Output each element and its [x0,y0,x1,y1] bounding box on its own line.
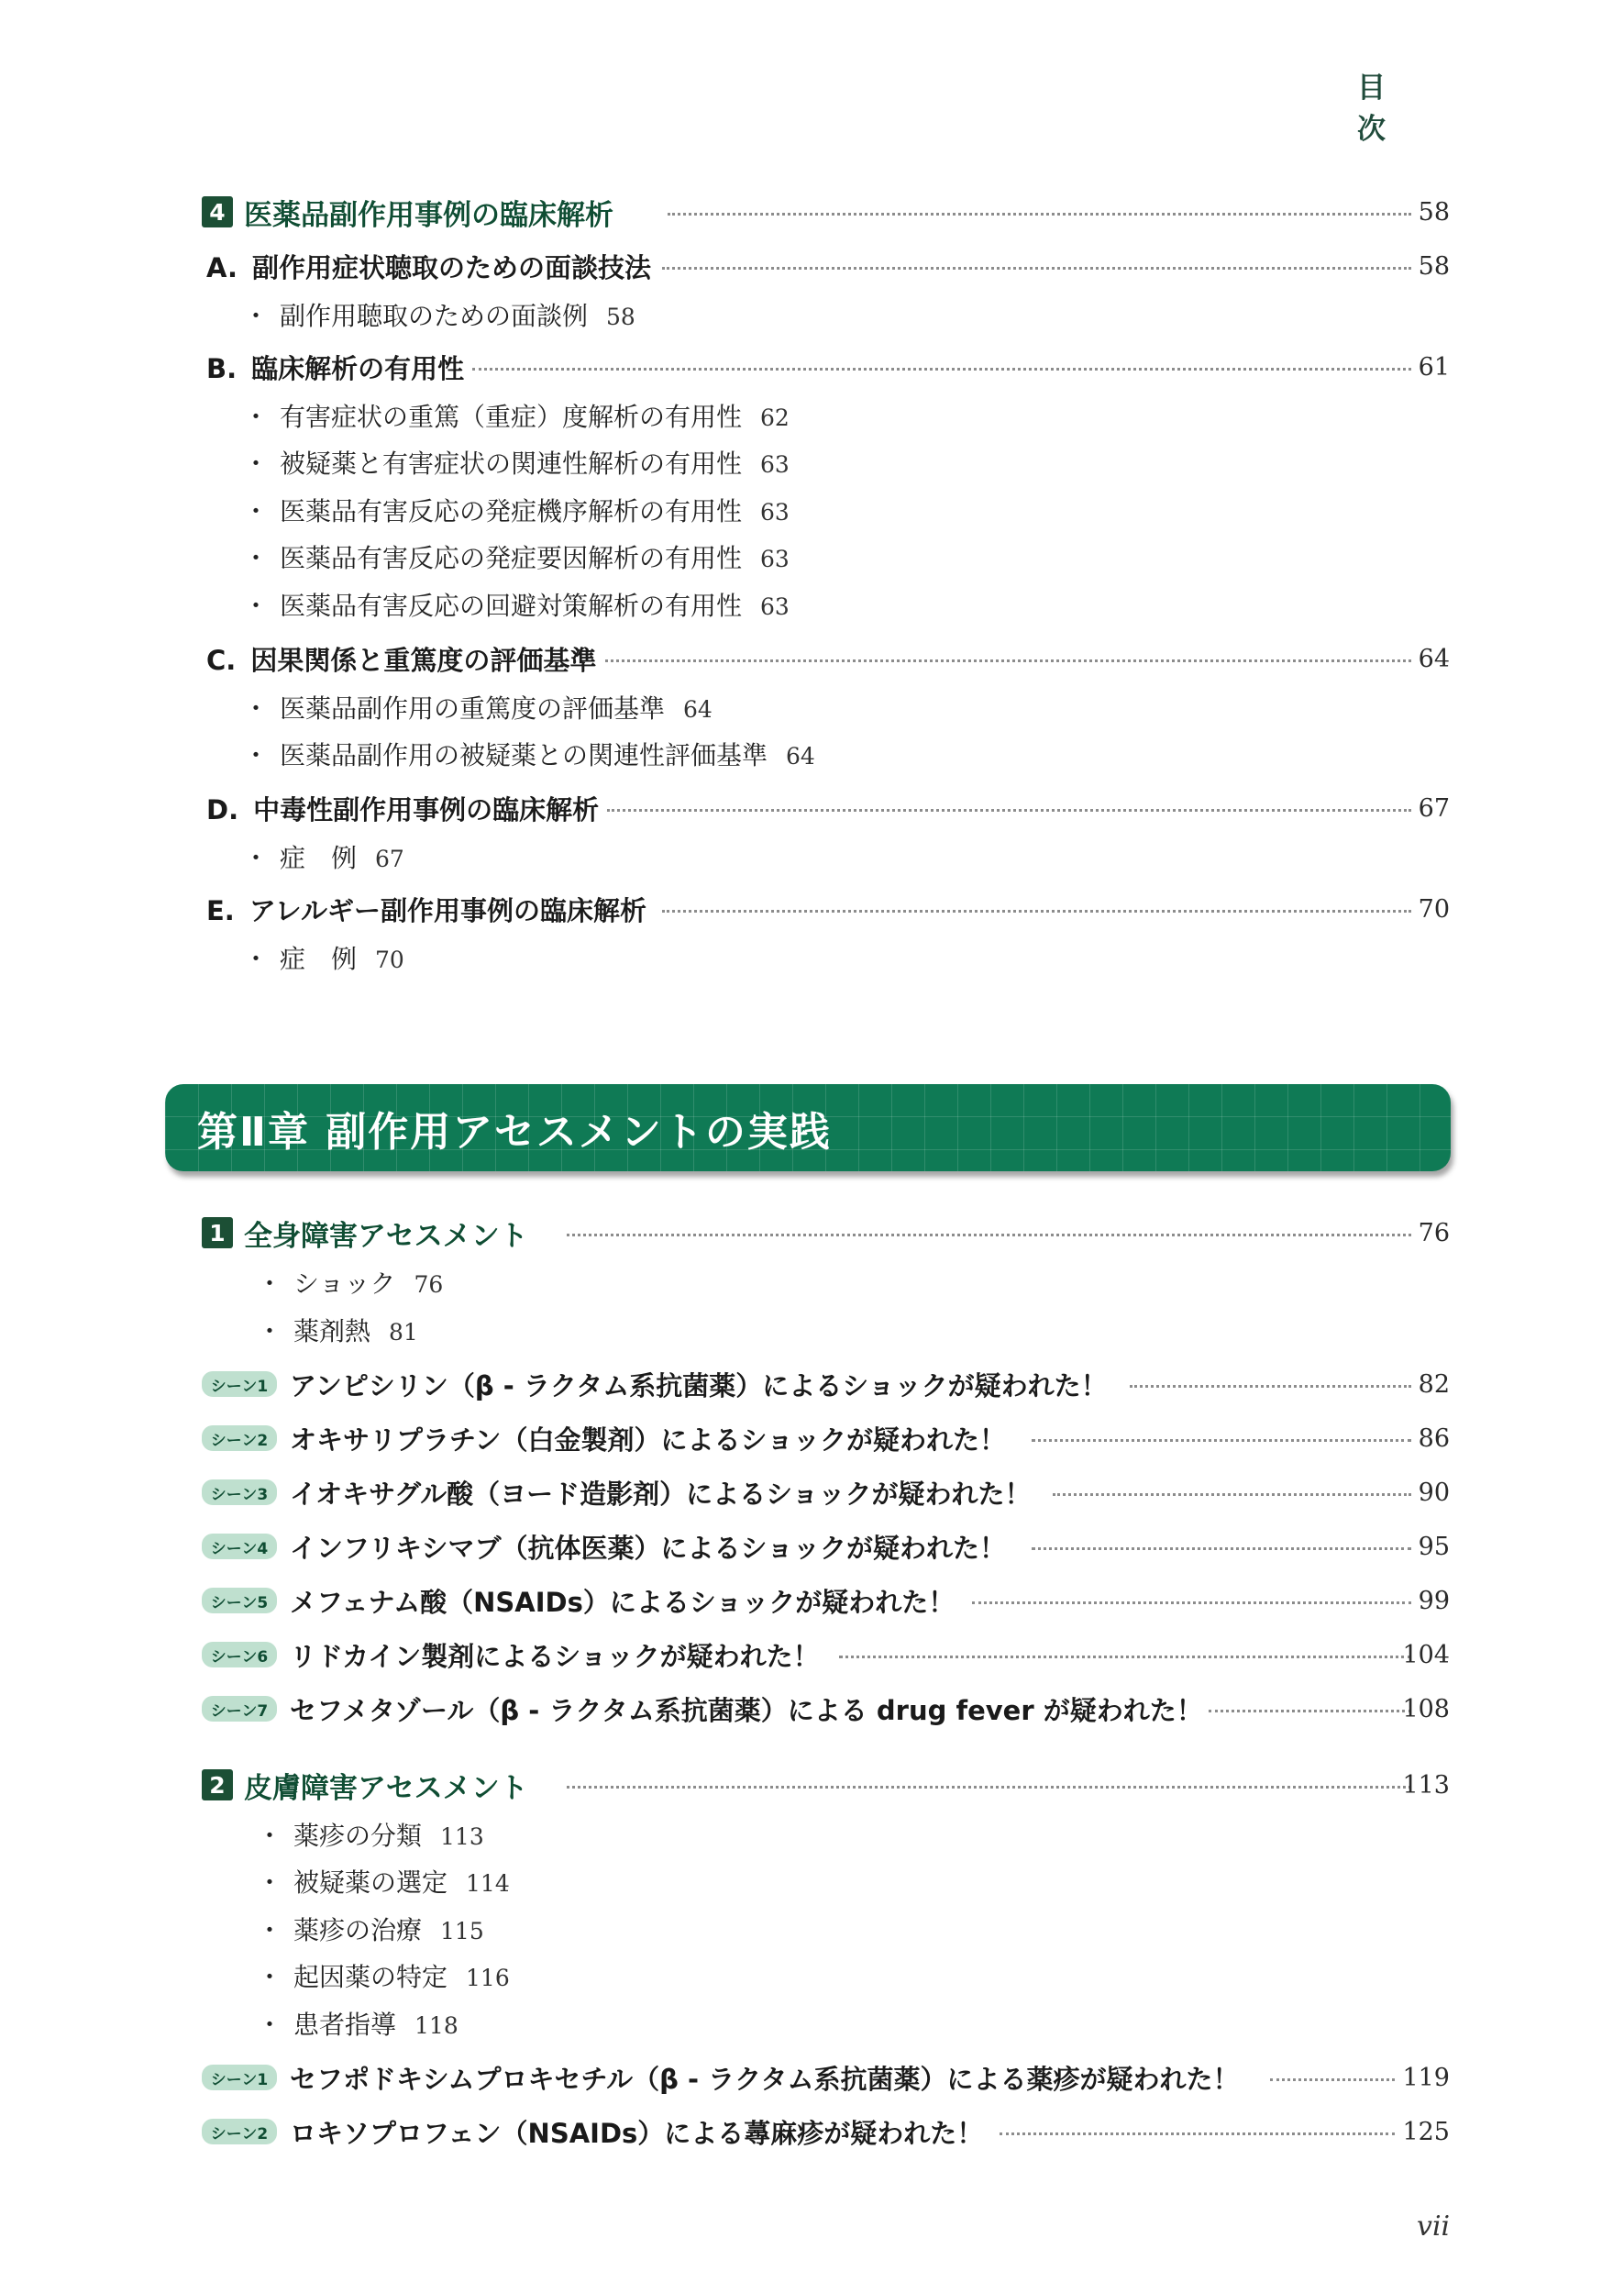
bullet-page: 63 [760,499,790,526]
toc-bullet-item[interactable]: ・ 患者指導 118 [257,2010,458,2040]
section-title-text: 医薬品副作用事例の臨床解析 [244,198,613,232]
subsection-title-text: 中毒性副作用事例の臨床解析 [253,793,600,825]
toc-bullet-item[interactable]: ・ 医薬品有害反応の発症機序解析の有用性 63 [243,496,790,526]
page-number: 113 [1402,1770,1450,1800]
scene-title: メフェナム酸（NSAIDs）によるショックが疑われた！ [290,1586,956,1618]
page-number: 99 [1418,1586,1450,1615]
scene-title: セフメタゾール（β - ラクタム系抗菌薬）による drug fever が疑われた！ [290,1694,1203,1726]
scene-badge: シーン2 [202,1425,277,1451]
page-number: 82 [1418,1369,1450,1399]
dot-leader [839,1656,1411,1658]
toc-bullet-item[interactable]: ・ 症 例 70 [243,944,404,974]
bullet-page: 63 [760,546,790,572]
bullet-text: 薬剤熱 [293,1316,371,1346]
bullet-text: 患者指導 [293,2010,397,2040]
toc-bullet-item[interactable]: ・ 症 例 67 [243,843,404,873]
subsection-letter: E. [206,894,235,926]
dot-leader [972,1601,1411,1604]
subsection-letter: D. [206,793,239,825]
page-footer-number: vii [1417,2210,1451,2243]
bullet-text: 被疑薬と有害症状の関連性解析の有用性 [280,449,743,479]
page-number: 119 [1402,2063,1450,2092]
page-number: 104 [1402,1640,1450,1669]
dot-leader [1053,1493,1411,1496]
dot-leader [1130,1385,1411,1388]
subsection-title-text: 臨床解析の有用性 [251,352,465,384]
subsection-title-text: 副作用症状聴取のための面談技法 [252,251,652,283]
toc-bullet-item[interactable]: ・ 副作用聴取のための面談例 58 [243,301,635,331]
scene-title: インフリキシマブ（抗体医薬）によるショックが疑われた！ [290,1532,1006,1564]
toc-entry-D[interactable] [0,784,1624,832]
bullet-page: 70 [375,947,404,973]
dot-leader [1032,1439,1411,1442]
bullet-text: 被疑薬の選定 [293,1867,448,1898]
bullet-page: 81 [389,1319,418,1346]
bullet-page: 114 [466,1870,510,1897]
subsection-title [206,242,651,290]
dot-leader [662,910,1411,913]
bullet-page: 113 [440,1823,484,1850]
bullet-page: 67 [375,846,404,872]
dot-leader [567,1786,1411,1789]
scene-title: アンピシリン（β - ラクタム系抗菌薬）によるショックが疑われた！ [290,1369,1108,1401]
toc-entry-B[interactable] [0,343,1624,391]
toc-scene-entry[interactable] [0,1577,1624,1624]
subsection-letter: B. [206,352,238,384]
scene-badge: シーン5 [202,1588,277,1613]
toc-scene-entry[interactable] [0,2108,1624,2155]
toc-entry-C[interactable] [0,635,1624,682]
subsection-letter: C. [206,644,237,676]
page-number: 64 [1418,644,1450,673]
scene-badge: シーン3 [202,1479,277,1505]
dot-leader [1032,1547,1411,1550]
running-header: 目 次 [1357,72,1398,146]
section-number-badge: 1 [202,1217,233,1248]
dot-leader [668,213,1411,216]
page-number: 108 [1402,1694,1450,1723]
scene-badge: シーン7 [202,1696,277,1722]
bullet-text: ショック [293,1268,396,1299]
bullet-text: 薬疹の分類 [293,1821,423,1851]
toc-bullet-item[interactable]: ・ ショック 76 [257,1268,444,1299]
toc-bullet-item[interactable]: ・ 有害症状の重篤（重症）度解析の有用性 62 [243,402,790,432]
dot-leader [662,267,1411,270]
scene-title: オキサリプラチン（白金製剤）によるショックが疑われた！ [290,1423,1006,1456]
scene-badge: シーン1 [202,2065,277,2090]
bullet-page: 118 [414,2012,458,2039]
page-number: 58 [1418,197,1450,227]
scene-title: ロキソプロフェン（NSAIDs）による蕁麻疹が疑われた！ [290,2117,984,2149]
subsection-title-text: アレルギー副作用事例の臨床解析 [249,894,646,926]
scene-title: セフポドキシムプロキセチル（β - ラクタム系抗菌薬）による薬疹が疑われた！ [290,2063,1240,2095]
dot-leader [1209,1710,1411,1712]
toc-bullet-item[interactable]: ・ 薬剤熱 81 [257,1316,418,1346]
bullet-page: 58 [606,304,635,330]
toc-entry-section1[interactable] [0,1209,1624,1257]
toc-bullet-item[interactable]: ・ 医薬品副作用の被疑薬との関連性評価基準 64 [243,740,815,770]
scene-title: イオキサグル酸（ヨード造影剤）によるショックが疑われた！ [290,1478,1032,1510]
bullet-page: 63 [760,451,790,478]
chapter-title: 第Ⅱ章 副作用アセスメントの実践 [197,1108,832,1156]
bullet-page: 116 [466,1965,510,1991]
bullet-text: 薬疹の治療 [293,1915,423,1945]
dot-leader [605,659,1411,662]
dot-leader [567,1234,1411,1236]
bullet-text: 有害症状の重篤（重症）度解析の有用性 [280,402,743,432]
bullet-page: 62 [760,404,790,431]
toc-entry-A[interactable] [0,242,1624,290]
chapter-banner[interactable] [165,1084,1451,1171]
subsection-title-text: 因果関係と重篤度の評価基準 [250,644,597,676]
section-title-text: 皮膚障害アセスメント [244,1771,528,1805]
page-number: 58 [1418,251,1450,281]
bullet-text: 副作用聴取のための面談例 [280,301,589,331]
bullet-text: 医薬品副作用の重篤度の評価基準 [280,693,666,724]
scene-badge: シーン1 [202,1371,277,1397]
toc-scene-entry[interactable] [0,1631,1624,1678]
dot-leader [1000,2132,1395,2135]
section-title-text: 全身障害アセスメント [244,1219,528,1253]
toc-bullet-item[interactable]: ・ 薬疹の治療 115 [257,1915,484,1945]
bullet-text: 医薬品副作用の被疑薬との関連性評価基準 [280,740,768,770]
bullet-page: 115 [440,1918,484,1944]
toc-bullet-item[interactable]: ・ 薬疹の分類 113 [257,1821,484,1851]
toc-entry-section4[interactable] [0,188,1624,236]
dot-leader [607,809,1411,812]
toc-bullet-item[interactable]: ・ 被疑薬と有害症状の関連性解析の有用性 63 [243,449,790,479]
bullet-text: 医薬品有害反応の発症要因解析の有用性 [280,543,743,573]
scene-badge: シーン6 [202,1642,277,1667]
scene-badge: シーン4 [202,1534,277,1559]
toc-entry-section2[interactable] [0,1761,1624,1809]
toc-scene-entry[interactable] [0,1685,1624,1733]
bullet-page: 63 [760,593,790,620]
bullet-page: 64 [683,696,713,723]
bullet-page: 64 [786,743,815,770]
page-number: 61 [1418,352,1450,382]
toc-scene-entry[interactable] [0,1360,1624,1408]
toc-scene-entry[interactable] [0,1414,1624,1462]
toc-bullet-item[interactable]: ・ 医薬品副作用の重篤度の評価基準 64 [243,693,713,724]
section-number-badge: 2 [202,1769,233,1800]
toc-scene-entry[interactable] [0,1468,1624,1516]
dot-leader [472,368,1411,371]
toc-entry-E[interactable] [0,885,1624,933]
page-number: 90 [1418,1478,1450,1507]
page-number: 86 [1418,1423,1450,1453]
toc-bullet-item[interactable]: ・ 起因薬の特定 116 [257,1962,510,1992]
bullet-text: 症 例 [280,843,358,873]
bullet-page: 76 [414,1271,444,1298]
bullet-text: 症 例 [280,944,358,974]
section-title [202,188,613,236]
page-number: 95 [1418,1532,1450,1561]
toc-bullet-item[interactable]: ・ 医薬品有害反応の回避対策解析の有用性 63 [243,591,790,621]
page-number: 67 [1418,793,1450,823]
page-number: 125 [1402,2117,1450,2146]
page-number: 76 [1418,1218,1450,1247]
scene-title: リドカイン製剤によるショックが疑われた！ [290,1640,820,1672]
bullet-text: 医薬品有害反応の回避対策解析の有用性 [280,591,743,621]
section-number-badge: 4 [202,196,233,227]
toc-bullet-item[interactable]: ・ 被疑薬の選定 114 [257,1867,510,1898]
toc-bullet-item[interactable]: ・ 医薬品有害反応の発症要因解析の有用性 63 [243,543,790,573]
subsection-letter: A. [206,251,238,283]
toc-scene-entry[interactable] [0,2054,1624,2101]
bullet-text: 医薬品有害反応の発症機序解析の有用性 [280,496,743,526]
dot-leader [1270,2078,1395,2081]
page-number: 70 [1418,894,1450,924]
bullet-text: 起因薬の特定 [293,1962,448,1992]
toc-scene-entry[interactable] [0,1523,1624,1570]
scene-badge: シーン2 [202,2119,277,2144]
